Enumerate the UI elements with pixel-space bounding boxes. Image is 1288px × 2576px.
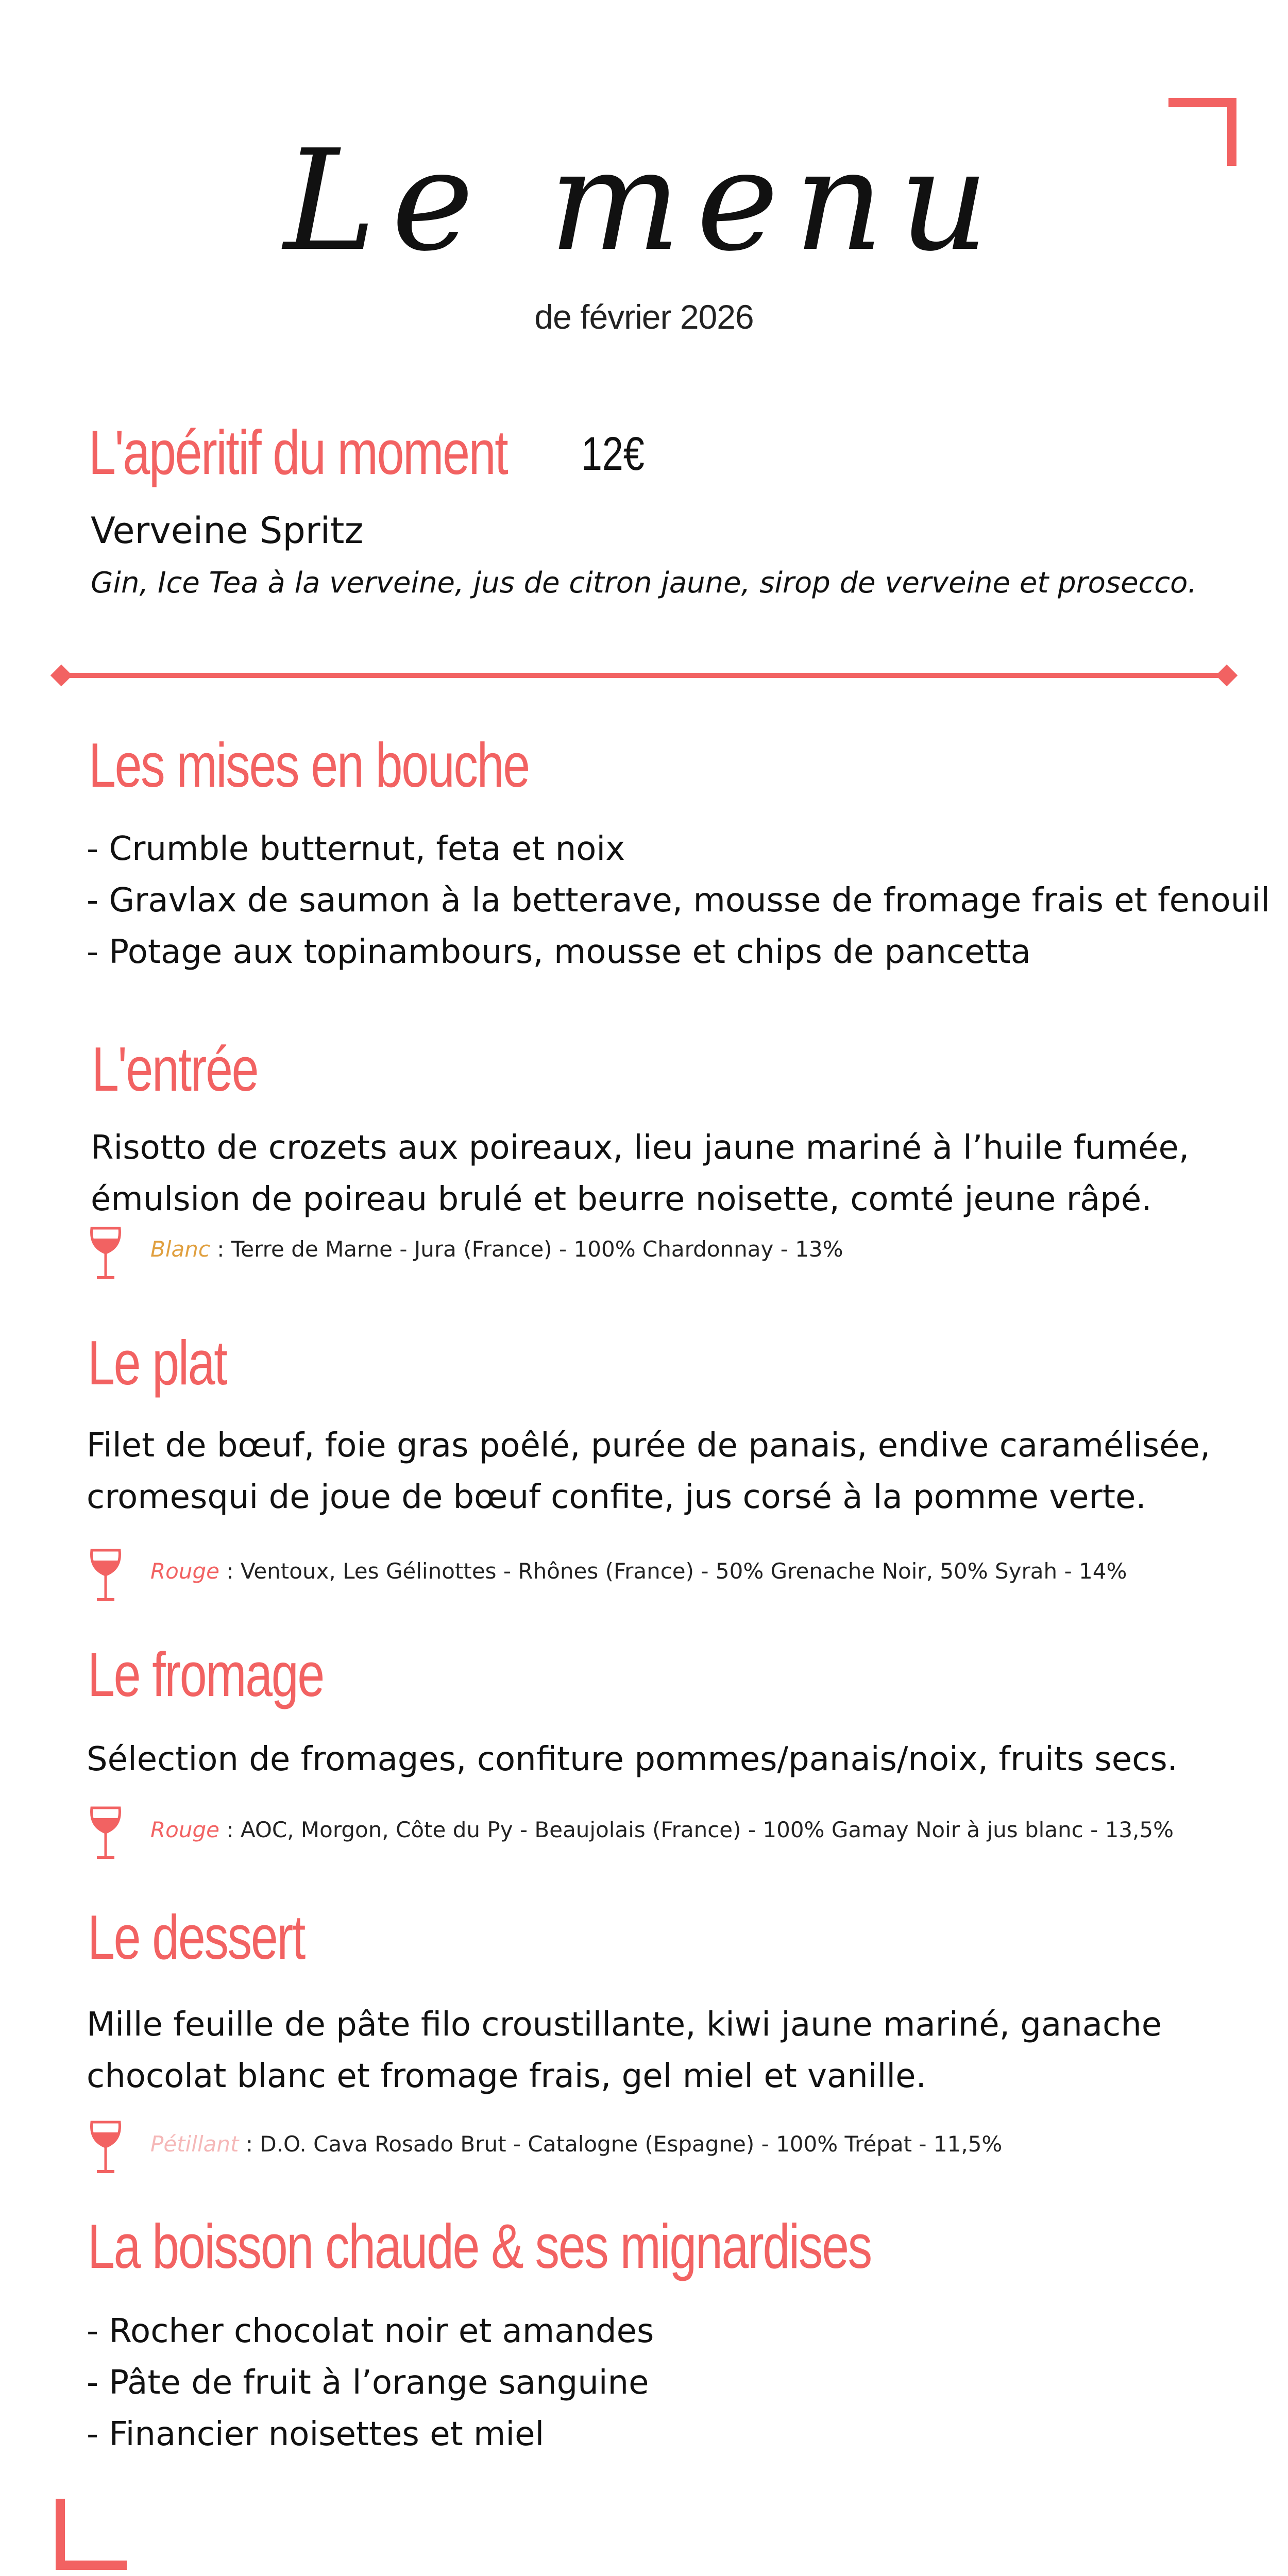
divider-diamond-left (50, 665, 72, 686)
wine-description: : Terre de Marne - Jura (France) - 100% Chardonnay - 13% (210, 1236, 843, 1262)
list-item: - Rocher chocolat noir et amandes (87, 2312, 654, 2350)
wine-kind: Rouge (150, 1558, 219, 1584)
plat-wine (150, 1556, 1127, 1587)
list-item: - Crumble butternut, feta et noix (87, 830, 625, 868)
entree-wine (150, 1234, 843, 1265)
fromage-title: Le fromage (88, 1639, 324, 1709)
aperitif-name: Verveine Spritz (91, 510, 364, 552)
fromage-wine (150, 1815, 1174, 1845)
entree-line: émulsion de poireau brulé et beurre noisette, comté jeune râpé. (91, 1180, 1152, 1218)
corner-bracket-bottom-left (56, 2499, 127, 2570)
plat-line: cromesqui de joue de bœuf confite, jus corsé à la pomme verte. (87, 1478, 1146, 1516)
aperitif-title: L'apéritif du moment (89, 417, 507, 487)
dessert-line: chocolat blanc et fromage frais, gel miel et vanille. (87, 2057, 926, 2095)
wine-kind: Blanc (150, 1236, 210, 1262)
dessert-line: Mille feuille de pâte filo croustillante, kiwi jaune mariné, ganache (87, 2006, 1162, 2044)
entree-title: L'entrée (92, 1034, 258, 1104)
fromage-line: Sélection de fromages, confiture pommes/panais/noix, fruits secs. (87, 1740, 1178, 1778)
list-item: - Potage aux topinambours, mousse et chips de pancetta (87, 933, 1031, 971)
aperitif-description: Gin, Ice Tea à la verveine, jus de citron jaune, sirop de verveine et prosecco. (91, 566, 1197, 600)
wine-description: : Ventoux, Les Gélinottes - Rhônes (France) - 50% Grenache Noir, 50% Syrah - 14% (219, 1558, 1127, 1584)
entree-line: Risotto de crozets aux poireaux, lieu jaune mariné à l’huile fumée, (91, 1129, 1190, 1167)
wine-glass-icon (88, 1226, 124, 1283)
dessert-title: Le dessert (88, 1902, 304, 1972)
plat-title: Le plat (88, 1328, 227, 1398)
divider-diamond-right (1216, 665, 1238, 686)
boisson-title: La boisson chaude & ses mignardises (88, 2211, 871, 2281)
list-item: - Pâte de fruit à l’orange sanguine (87, 2364, 649, 2402)
wine-description: : AOC, Morgon, Côte du Py - Beaujolais (France) - 100% Gamay Noir à jus blanc - 13,5% (219, 1817, 1174, 1842)
divider-line (61, 673, 1227, 678)
wine-kind: Rouge (150, 1817, 219, 1842)
aperitif-price: 12€ (581, 428, 645, 480)
wine-description: : D.O. Cava Rosado Brut - Catalogne (Espagne) - 100% Trépat - 11,5% (239, 2131, 1003, 2157)
mises-en-bouche-title: Les mises en bouche (89, 730, 529, 800)
dessert-wine (150, 2129, 1002, 2160)
menu-title: Le menu (283, 120, 1005, 282)
wine-kind: Pétillant (150, 2131, 239, 2157)
menu-subtitle: de février 2026 (534, 298, 754, 336)
wine-glass-icon (88, 1806, 124, 1862)
wine-glass-icon (88, 2120, 124, 2177)
list-item: - Gravlax de saumon à la betterave, mousse de fromage frais et fenouil (87, 882, 1270, 920)
wine-glass-icon (88, 1548, 124, 1605)
list-item: - Financier noisettes et miel (87, 2415, 545, 2453)
plat-line: Filet de bœuf, foie gras poêlé, purée de panais, endive caramélisée, (87, 1427, 1211, 1465)
